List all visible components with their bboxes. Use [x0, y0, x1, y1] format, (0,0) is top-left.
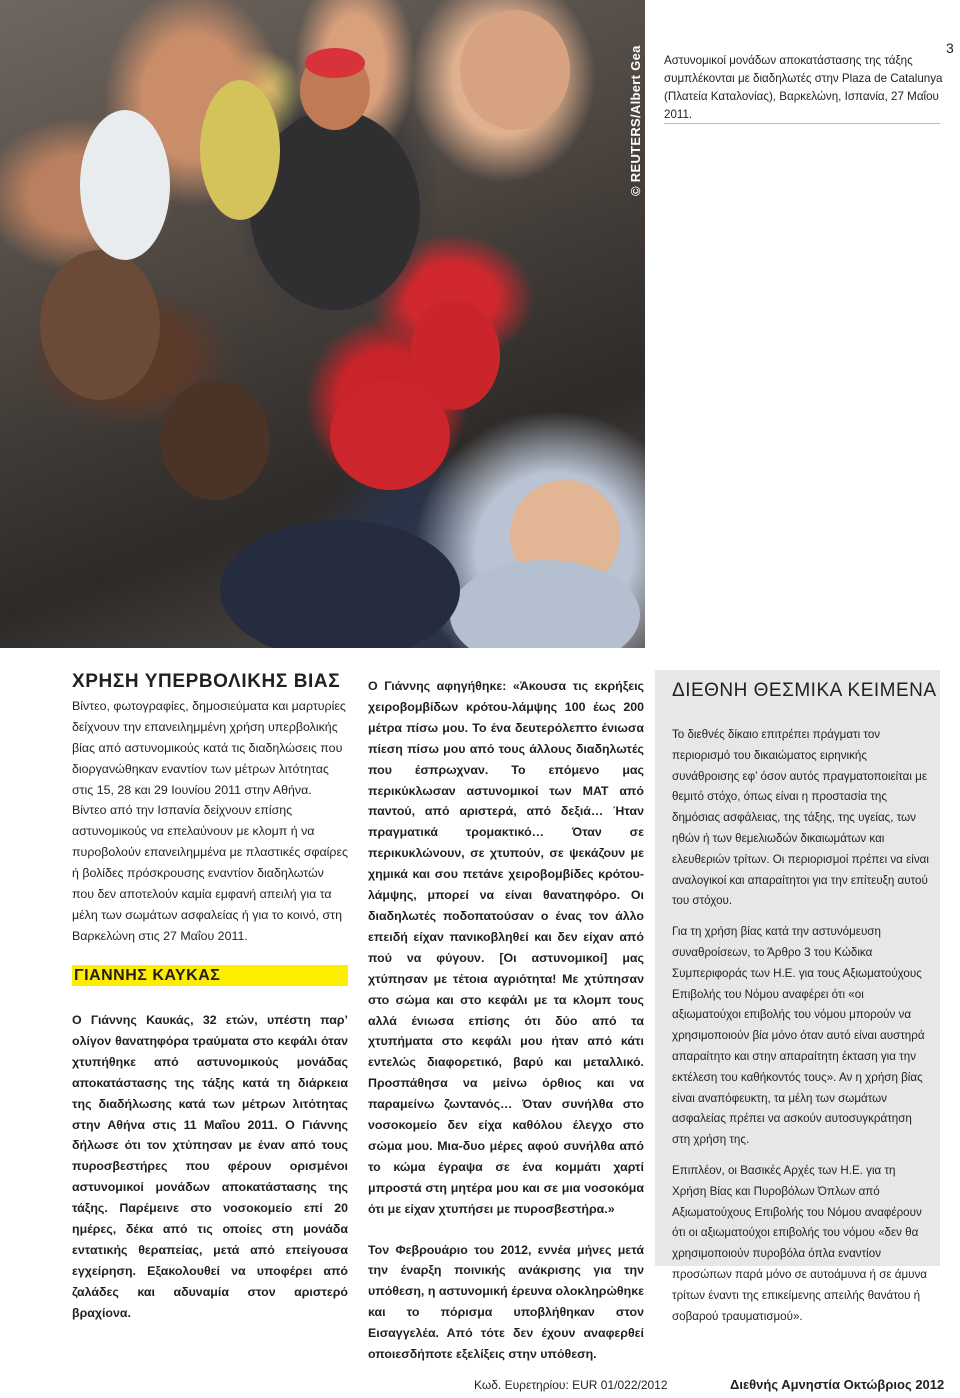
photo-figure: [80, 110, 170, 260]
photo-figure: [200, 80, 280, 220]
footer-index: Κωδ. Ευρετηρίου: EUR 01/022/2012: [474, 1378, 668, 1392]
sidebar-paragraph: Για τη χρήση βίας κατά την αστυνόμευση συναθροίσεων, το Άρθρο 3 του Κώδικα Συμπεριφοράς των Η.Ε. για τους Αξιωματούχους Επιβολής του Νόμου αναφέρει ότι «οι αξιωματούχοι επιβολής του νόμου μπορούν να χρησιμοποιούν βία μόνο όταν αυτό είναι αυστηρά απαραίτητο και στην απαραίτητη έκταση για την εκτέλεση του καθήκοντός τους». Αν η χρήση βίας είναι αναπόφευκτη, τα μέλη των σωμάτων ασφαλείας πρέπει να ασκούν αυτοσυγκράτηση στη χρήση της.: [672, 925, 925, 1147]
subheading-highlight: [72, 965, 348, 986]
subheading: ΓΙΑΝΝΗΣ ΚΑΥΚΑΣ: [74, 967, 221, 984]
photo-figure: [305, 48, 365, 78]
photo-figure: [410, 300, 500, 410]
caption-divider: [664, 123, 940, 124]
sidebar-paragraph: Επιπλέον, οι Βασικές Αρχές των Η.Ε. για τη Χρήση Βίας και Πυροβόλων Όπλων από Αξιωματούχους Επιβολής του Νόμου αναφέρουν ότι οι αξιωματούχοι επιβολής του νόμου «δεν θα χρησιμοποιούν πυροβόλα όπλα εναντίον προσώπων παρά μόνο σε αυτοάμυνα ή σε άμυνα τρίτων έναντι της επικείμενης απειλής θανάτου ή σοβαρού τραυματισμού».: [672, 1163, 927, 1323]
section-heading: ΧΡΗΣΗ ΥΠΕΡΒΟΛΙΚΗΣ ΒΙΑΣ: [72, 671, 341, 692]
sidebar-paragraph: Το διεθνές δίκαιο επιτρέπει πράγματι τον περιορισμό του δικαιώματος ειρηνικής συνάθροισης εφ’ όσον αυτός πραγματοποιείται με θεμιτό στόχο, όπως είναι η προστασία της δημόσιας ασφάλειας, της τάξης, της υγείας, των ηθών ή των θεμελιωδών δικαιωμάτων και ελευθεριών τρίτων. Οι περιορισμοί πρέπει να είναι αναλογικοί και απαραίτητοι για την επίτευξη αυτού του στόχου.: [672, 728, 929, 908]
photo-credit: © REUTERS/Albert Gea: [628, 45, 643, 196]
column-one-bold: [72, 1010, 348, 1324]
sidebar-title: ΔΙΕΘΝΗ ΘΕΣΜΙΚΑ ΚΕΙΜΕΝΑ: [672, 680, 937, 701]
footer-publisher: Διεθνής Αμνηστία Οκτώβριος 2012: [730, 1377, 945, 1392]
sidebar-body: [672, 725, 930, 1337]
photo-caption: Αστυνομικοί μονάδων αποκατάστασης της τάξης συμπλέκονται με διαδηλωτές στην Plaza de Catalunya (Πλατεία Καταλονίας), Βαρκελώνη, Ισπανία, 27 Μαΐου 2011.: [664, 54, 943, 121]
photo-figure: [450, 560, 640, 648]
photo-figure: [220, 520, 460, 648]
photo-figure: [160, 380, 270, 500]
case-update: Τον Φεβρουάριο του 2012, εννέα μήνες μετά την έναρξη ποινικής ανάκρισης για την υπόθεση, η αστυνομική έρευνα ολοκληρώθηκε και το πόρισμα υποβλήθηκαν στον Εισαγγελέα. Από τότε δεν έχουν αναφερθεί οποιεσδήποτε εξελίξεις στην υπόθεση.: [368, 1242, 644, 1362]
testimony: Ο Γιάννης αφηγήθηκε: «Άκουσα τις εκρήξεις χειροβομβίδων κρότου-λάμψης 100 έως 200 μέτρα πίσω μου. Το ένα δευτερόλεπτο ένιωσα πίεση πίσω μου από τους άλλους διαδηλωτές που έσπρωχναν. Το επόμενο μας περικύκλωσαν αστυνομικοί των ΜΑΤ από παντού, από αριστερά, από δεξιά… Ήταν πραγματικά τρομακτικό… Όταν σε περικυκλώνουν, σε χτυπούν, σε ψεκάζουν με χημικά και σου πετάνε χειροβομβίδες κρότου-λάμψης, μπορεί να είναι θανατηφόρο. Οι διαδηλωτές ποδοπατούσαν ο ένας τον άλλο επειδή είχαν πανικοβληθεί και δεν είχαν από πού να φύγουν. [Οι αστυνομικοί] μας χτύπησαν με τέτοια αγριότητα! Με χτύπησαν στο σώμα και στο κεφάλι με τα κλομπ τους αλλά ένιωσα επίσης ότι δύο από τα χτυπήματα στο κεφάλι μου ήταν από κάτι εντελώς διαφορετικό, βαρύ και μεταλλικό. Προσπάθησα να μείνω όρθιος και να παραμείνω ζωντανός… Όταν συνήλθα στο νοσοκομείο δεν είχα καθόλου έλεγχο στο σώμα μου. Μια-δυο μέρες αφού συνήλθα από το κώμα έγραψα σε ένα κομμάτι χαρτί μπροστά στη μητέρα μου και σε μια νοσοκόμα ότι με είχαν χτυπήσει με πυροσβεστήρα.»: [368, 679, 644, 1216]
column-two: [368, 676, 644, 1365]
photo-figure: [460, 10, 570, 130]
page-number: 3: [946, 40, 954, 56]
column-one: [72, 672, 348, 947]
protest-photo: [0, 0, 645, 648]
photo-figure: [40, 250, 160, 400]
section-body: Βίντεο, φωτογραφίες, δημοσιεύματα και μαρτυρίες δείχνουν την επανειλημμένη χρήση υπερβολικής βίας από αστυνομικούς κατά τις διαδηλώσεις που διοργανώθηκαν εναντίον των μέτρων λιτότητας στις 15, 28 και 29 Ιουνίου 2011 στην Αθήνα. Βίντεο από την Ισπανία δείχνουν επίσης αστυνομικούς να επελαύνουν με κλομπ ή να πυροβολούν επανειλημμένα με πλαστικές σφαίρες ή βολίδες πρόσκρουσης εναντίον διαδηλωτών που δεν αποτελούν καμία εμφανή απειλή για τα μέλη των σωμάτων ασφαλείας ή για το κοινό, στη Βαρκελώνη στις 27 Μαΐου 2011.: [72, 698, 348, 943]
case-summary: Ο Γιάννης Καυκάς, 32 ετών, υπέστη παρ’ ολίγον θανατηφόρα τραύματα στο κεφάλι όταν χτυπήθηκε από αστυνομικούς μονάδας αποκατάστασης της τάξης κατά τη διάρκεια της διαδήλωσης κατά των μέτρων λιτότητας στην Αθήνα στις 11 Μαΐου 2011. Ο Γιάννης δήλωσε ότι τον χτύπησαν με έναν από τους πυροσβεστήρες που φέρουν ορισμένοι αστυνομικοί μονάδων αποκατάστασης της τάξης. Παρέμεινε στο νοσοκομείο επί 20 ημέρες, δέκα από τις οποίες στη μονάδα εντατικής θεραπείας, μετά από επείγουσα εγχείρηση. Εξακολουθεί να υποφέρει από ζαλάδες και αδυναμία στον αριστερό βραχίονα.: [72, 1013, 348, 1320]
sidebar-box: [655, 670, 940, 1323]
